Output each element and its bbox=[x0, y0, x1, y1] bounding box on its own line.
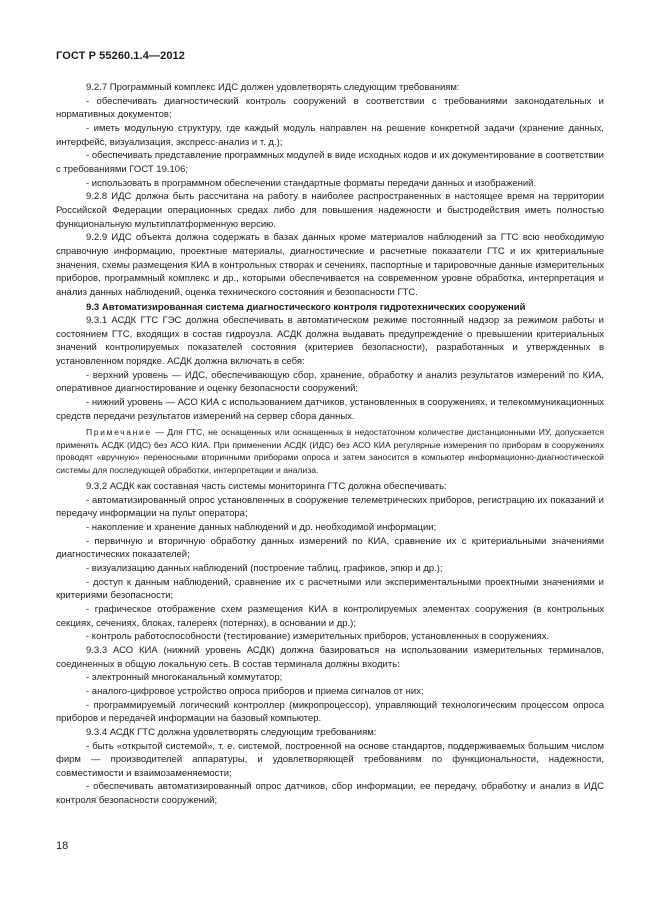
list-item: - аналого-цифровое устройство опроса приборов и приема сигналов от них; bbox=[86, 685, 424, 697]
clause-9-3-4: 9.3.4 АСДК ГТС должна удовлетворять следующим требованиям: bbox=[86, 726, 377, 738]
list-item: - быть «открытой системой», т. е. системой, построенной на основе стандартов, поддерживаемых большим числом фирм — производителей аппаратуры, и удовлетворяющей требованиям по функциональности, надежности, совместимости и взаимозаменяемости; bbox=[56, 740, 604, 779]
list-item: - иметь модульную структуру, где каждый модуль направлен на решение конкретной задачи (хранение данных, интерфейс, визуализация, экспресс-анализ и т. д.); bbox=[56, 122, 604, 148]
document-body bbox=[56, 81, 604, 808]
list-item: - программируемый логический контроллер (микропроцессор), управляющий технологическим процессом опроса приборов и передачей информации на базовый компьютер. bbox=[56, 699, 604, 725]
list-item: - обеспечивать автоматизированный опрос датчиков, сбор информации, ее передачу, обработку и анализ в ИДС контроля безопасности сооружений; bbox=[56, 781, 604, 807]
note-text: — Для ГТС, не оснащенных или оснащенных в недостаточном количестве дистанционными ИУ, допускается применять АСДК (ИДС) без АСО КИА. При применении АСДК (ИДС) без АСО КИА регулярные измерения по приборам в сооружениях проводят «вручную» переносными вторичными приборами опроса и затем заносится в компьютер информационно-диагностической системы для последующей обработки, интерпретации и анализа. bbox=[56, 427, 605, 475]
page-number: 18 bbox=[56, 840, 69, 852]
note-paragraph bbox=[56, 426, 604, 476]
clause-9-2-9: 9.2.9 ИДС объекта должна содержать в базах данных кроме материалов наблюдений за ГТС всю необходимую справочную информацию, проектные материалы, диагностические и расчетные показатели ГТС и их критериальные значения, схемы размещения КИА в контрольных створах и сечениях, паспортные и тарировочные данные измерительных приборов, программный комплекс и др., которыми обеспечивается на современном уровне обработка, интерпретация и анализ данных наблюдений, оценка технического состояния и безопасности ГТС. bbox=[56, 232, 604, 298]
section-heading-9-3: 9.3 Автоматизированная система диагностического контроля гидротехнических сооружений bbox=[86, 301, 526, 313]
clause-9-2-7: 9.2.7 Программный комплекс ИДС должен удовлетворять следующим требованиям: bbox=[86, 82, 460, 93]
list-item: - накопление и хранение данных наблюдений и др. необходимой информации; bbox=[86, 522, 437, 533]
list-item: - нижний уровень — АСО КИА с использованием датчиков, установленных в сооружениях, и телекоммуникационных средств передачи результатов измерений на сервер сбора данных. bbox=[56, 397, 604, 422]
note-label: Примечание bbox=[86, 427, 152, 438]
clause-9-3-2: 9.3.2 АСДК как составная часть системы мониторинга ГТС должна обеспечивать: bbox=[86, 481, 447, 493]
list-item: - доступ к данным наблюдений, сравнение их с расчетными или экспериментальными проектными значениями и критериями безопасности; bbox=[56, 576, 604, 602]
list-item: - верхний уровень — ИДС, обеспечивающую сбор, хранение, обработку и анализ результатов измерений по КИА, оперативное диагностирование и оценку безопасности сооружений; bbox=[56, 369, 604, 395]
list-item: - первичную и вторичную обработку данных измерений по КИА, сравнение их с критериальными значениями диагностических показателей; bbox=[56, 535, 604, 561]
list-item: - автоматизированный опрос установленных в сооружение телеметрических приборов, регистрацию их показаний и передачу информации на пульт оператора; bbox=[56, 494, 604, 520]
list-item: - использовать в программном обеспечении стандартные форматы передачи данных и изображений. bbox=[86, 177, 537, 189]
list-item: - контроль работоспособности (тестирование) измерительных приборов, установленных в сооружениях. bbox=[86, 631, 550, 643]
list-item: - визуализацию данных наблюдений (построение таблиц, графиков, эпюр и др.); bbox=[86, 562, 443, 574]
clause-9-2-8: 9.2.8 ИДС должна быть рассчитана на работу в наиболее распространенных в настоящее время на территории Российской Федерации операционных средах либо для повышения надежности и быстродействия иметь полностью функциональную мультиплатформенную версию. bbox=[56, 191, 604, 230]
list-item: - электронный многоканальный коммутатор; bbox=[86, 672, 283, 684]
list-item: - обеспечивать диагностический контроль сооружений в соответствии с требованиями законодательных и нормативных документов; bbox=[56, 95, 604, 121]
clause-9-3-1: 9.3.1 АСДК ГТС ГЭС должна обеспечивать в автоматическом режиме постоянный надзор за режимом работы и состоянием ГТС, входящих в состав гидроузла. АСДК должна выдавать предупреждение о превышении критериальных значений контролируемых показателей состояния (критериев безопасности), разработанных и утвержденных в установленном порядке. АСДК должна включать в себя: bbox=[56, 315, 604, 368]
standard-header: ГОСТ Р 55260.1.4—2012 bbox=[56, 50, 185, 62]
list-item: - графическое отображение схем размещения КИА в контролируемых элементах сооружения (в контрольных секциях, сечениях, блоках, галереях (потернах), в основании и др.); bbox=[56, 603, 604, 629]
clause-9-3-3: 9.3.3 АСО КИА (нижний уровень АСДК) должна базироваться на использовании измерительных терминалов, соединенных в общую локальную сеть. В состав терминала должны входить: bbox=[56, 644, 604, 670]
list-item: - обеспечивать представление программных модулей в виде исходных кодов и их документирование в соответствии с требованиями ГОСТ 19.106; bbox=[56, 150, 604, 175]
